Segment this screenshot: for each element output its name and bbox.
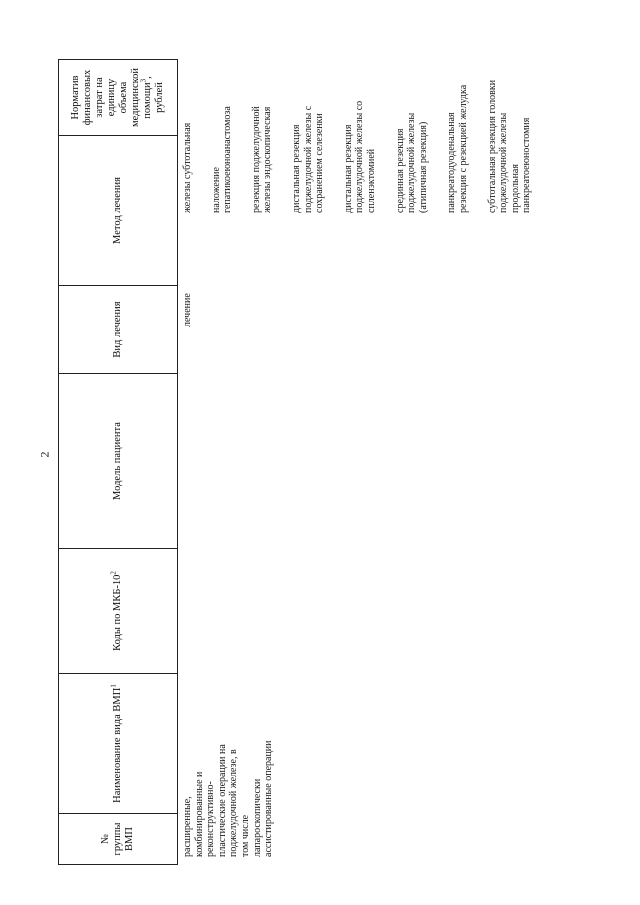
treatment-method-cell bbox=[182, 73, 533, 213]
header-treatment-method: Метод лечения bbox=[59, 136, 178, 286]
vmp-name-cell bbox=[182, 727, 275, 857]
method-item: субтотальная резекция головки поджелудочной железы продольная панкреатоеюностомия bbox=[486, 79, 533, 213]
page-number: 2 bbox=[37, 451, 52, 458]
header-patient-model: Модель пациента bbox=[59, 374, 178, 549]
header-treatment-type: Вид лечения bbox=[59, 286, 178, 374]
treatment-type-cell: лечение bbox=[182, 293, 193, 327]
vmp-table bbox=[58, 59, 178, 865]
header-mkb-codes: Коды по МКБ-$10^2$ bbox=[59, 549, 178, 674]
vmp-name-line: ассистированные операции bbox=[263, 740, 275, 857]
method-item: резекция поджелудочной железы эндоскопическая bbox=[250, 106, 274, 213]
table-header-row bbox=[59, 60, 178, 865]
method-item: дистальная резекция поджелудочной железы с сохранением селезенки bbox=[290, 105, 326, 213]
vmp-name-line: пластические операции на bbox=[216, 744, 228, 857]
header-norm-cost: Норматив финансовых затрат на единицу объема медицинской помощи$^3$, рублей bbox=[59, 60, 178, 136]
vmp-name-line: расширенные, bbox=[182, 796, 193, 857]
vmp-name-line: комбинированные и bbox=[193, 771, 205, 857]
vmp-name-line: лапароскопически bbox=[251, 778, 263, 857]
rotated-table-sheet bbox=[58, 20, 638, 865]
method-item: срединная резекция поджелудочной железы (атипичная резекция) bbox=[394, 112, 429, 213]
header-vmp-name: Наименование вида ВМП$^1$ bbox=[59, 674, 178, 814]
vmp-name-line: том числе bbox=[239, 814, 251, 857]
method-item: железы субтотальная bbox=[182, 122, 193, 213]
vmp-name-line: поджелудочной железе, в bbox=[228, 749, 240, 857]
method-item: панкреатодуоденальная резекция с резекцией желудка bbox=[446, 84, 469, 213]
method-item: наложение гепатикоеюноанастомоза bbox=[210, 106, 234, 213]
method-item: дистальная резекция поджелудочной железы со спленэктомией bbox=[342, 100, 377, 213]
header-group-number: № группы ВМП bbox=[59, 814, 178, 865]
vmp-name-line: реконструктивно- bbox=[205, 781, 217, 857]
